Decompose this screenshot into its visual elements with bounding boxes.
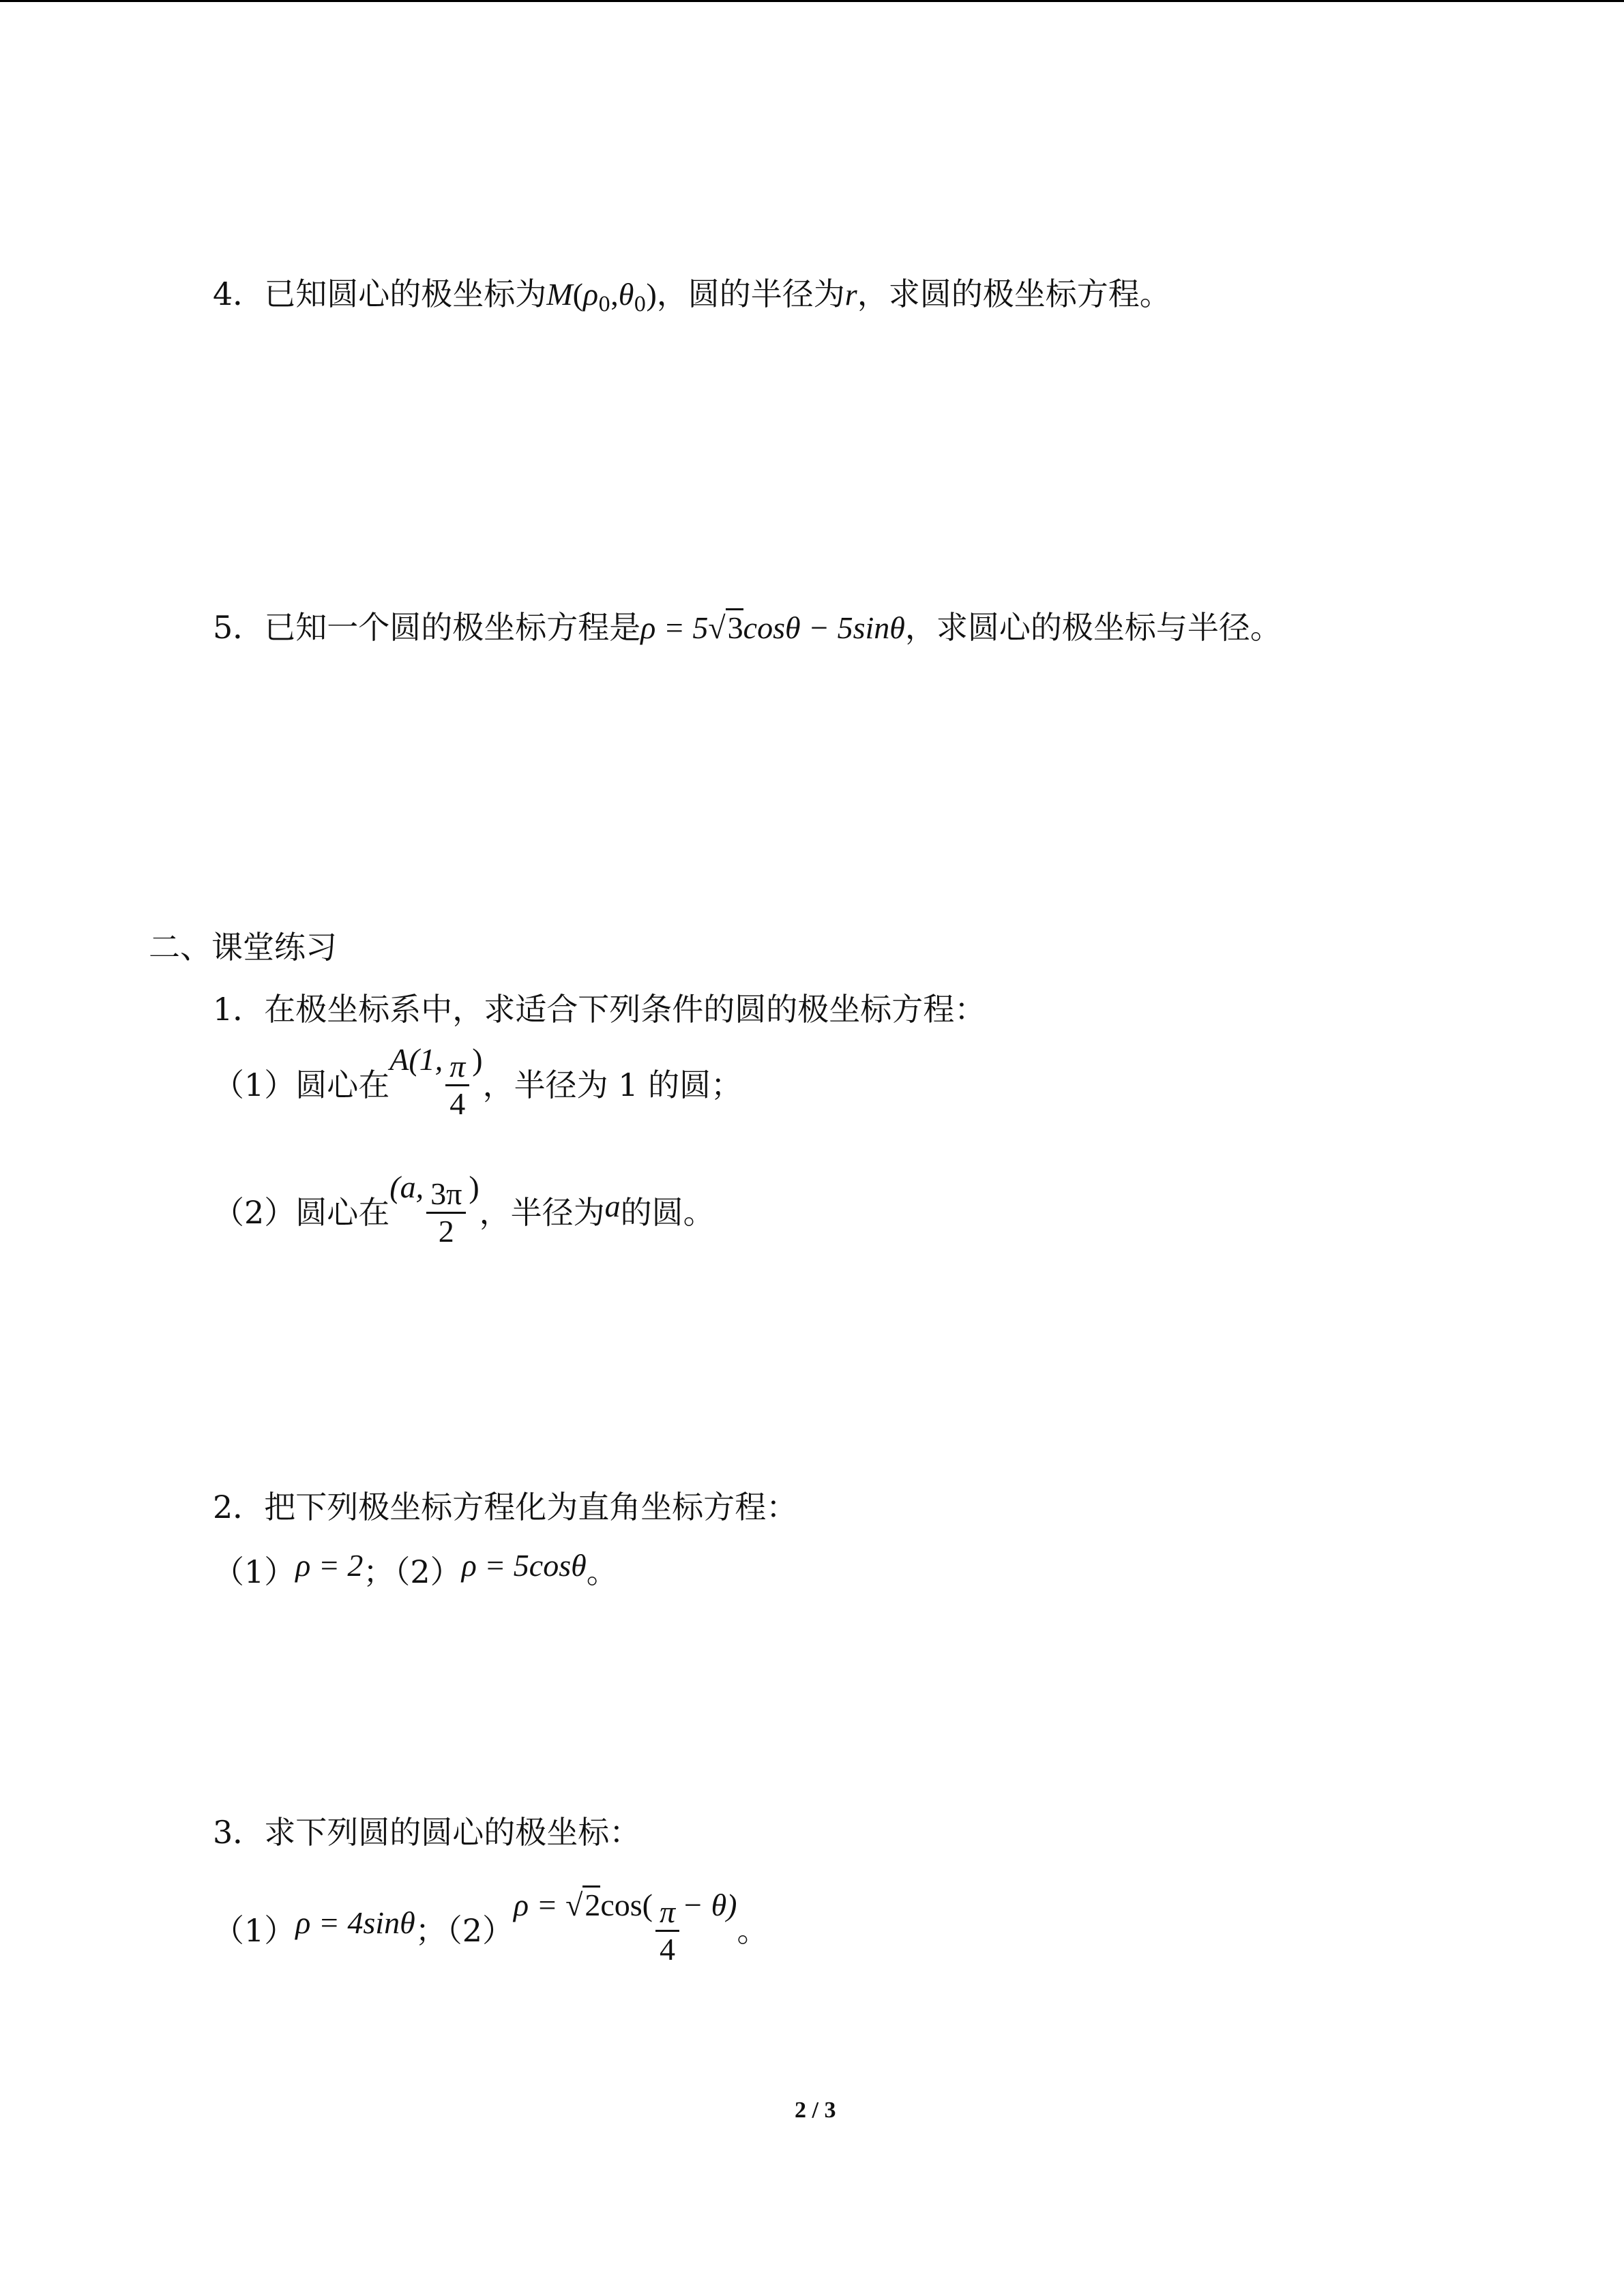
q4-middle: ，圆的半径为 xyxy=(656,275,845,312)
q4-radius-symbol: r xyxy=(844,277,857,312)
q5-equation-rhs: cosθ − 5sinθ xyxy=(743,610,905,645)
q4-rho: ρ xyxy=(582,277,599,312)
p3-equation-2-tail: − θ) xyxy=(682,1888,737,1923)
p1-item1-point-open: A(1, xyxy=(389,1042,443,1077)
p2-separator: ；（2） xyxy=(363,1553,462,1590)
p3-equation-1: ρ = 4sinθ xyxy=(295,1905,415,1941)
top-border-line xyxy=(0,0,1624,2)
p2-end: 。 xyxy=(586,1553,618,1590)
practice-1-stem: 1．在极坐标系中，求适合下列条件的圆的极坐标方程： xyxy=(213,991,986,1028)
p1-item1-suffix: ，半径为 1 的圆； xyxy=(482,1067,743,1104)
p2-equation-1: ρ = 2 xyxy=(295,1548,364,1583)
practice-3-stem: 3．求下列圆的圆心的极坐标： xyxy=(213,1814,641,1851)
q4-prefix: 4．已知圆心的极坐标为 xyxy=(213,275,547,312)
p1-item1-prefix: （1）圆心在 xyxy=(213,1067,390,1104)
q5-prefix: 5．已知一个圆的极坐标方程是 xyxy=(213,609,641,646)
section-heading: 二、课堂练习 xyxy=(149,929,337,966)
practice-3-equations: （1）ρ = 4sinθ；（2）ρ = √2cos( $\frac{\pi}{4}$ − θ)。 xyxy=(213,1896,769,1967)
q5-suffix: ，求圆心的极坐标与半径。 xyxy=(904,609,1282,646)
practice-1-item-1 xyxy=(213,1042,743,1122)
p3-equation-2-cos: cos( xyxy=(600,1888,653,1923)
p2-label-1: （1） xyxy=(213,1553,296,1590)
p2-equation-2: ρ = 5cosθ xyxy=(461,1548,587,1583)
p3-equation-2-fraction xyxy=(655,1896,679,1967)
q4-theta: θ xyxy=(618,277,634,312)
p3-end: 。 xyxy=(737,1912,769,1950)
q5-sqrt-radicand: 3 xyxy=(726,608,743,645)
page-number: 2 / 3 xyxy=(795,2098,836,2123)
p1-item2-point-close: ) xyxy=(469,1169,479,1205)
practice-2-equations xyxy=(213,1548,618,1591)
p1-item2-radius-symbol: a xyxy=(604,1189,621,1224)
q4-point-label: M xyxy=(546,277,573,312)
p3-label-1: （1） xyxy=(213,1912,296,1950)
p1-item1-fraction xyxy=(445,1050,469,1121)
practice-1-item-2 xyxy=(213,1169,715,1249)
p3-equation-2-numerator: π xyxy=(655,1896,679,1932)
question-5: 5．已知一个圆的极坐标方程是ρ = 5√3cosθ − 5sinθ，求圆心的极坐标与半径。 xyxy=(213,609,1282,646)
q4-theta-subscript: 0 xyxy=(634,293,647,316)
q4-suffix: ，求圆的极坐标方程。 xyxy=(857,275,1171,312)
p1-item2-suffix-a: ，半径为 xyxy=(479,1194,605,1232)
practice-2-stem: 2．把下列极坐标方程化为直角坐标方程： xyxy=(213,1489,798,1525)
p1-item2-suffix-b: 的圆。 xyxy=(620,1194,715,1232)
p3-equation-2-lhs: ρ = xyxy=(513,1888,558,1923)
p1-item1-numerator: π xyxy=(445,1050,469,1086)
p3-separator: ；（2） xyxy=(415,1912,514,1950)
q4-rho-subscript: 0 xyxy=(598,293,611,316)
p1-item2-prefix: （2）圆心在 xyxy=(213,1194,390,1232)
q4-paren-close: ) xyxy=(646,277,657,312)
p1-item2-point-open: (a, xyxy=(389,1169,424,1205)
q4-paren-open: ( xyxy=(572,277,583,312)
q4-comma: , xyxy=(610,277,619,312)
question-4 xyxy=(213,275,1171,316)
p3-equation-2-denominator: 4 xyxy=(660,1932,675,1967)
p1-item2-numerator: 3π xyxy=(426,1178,466,1214)
p1-item2-denominator: 2 xyxy=(438,1214,454,1249)
p1-item2-fraction xyxy=(426,1178,466,1249)
p1-item1-denominator: 4 xyxy=(449,1086,466,1122)
p1-item1-point-close: ) xyxy=(472,1042,483,1077)
p3-equation-2-sqrt: 2 xyxy=(582,1885,600,1922)
q5-equation-lhs: ρ = 5 xyxy=(640,610,709,645)
